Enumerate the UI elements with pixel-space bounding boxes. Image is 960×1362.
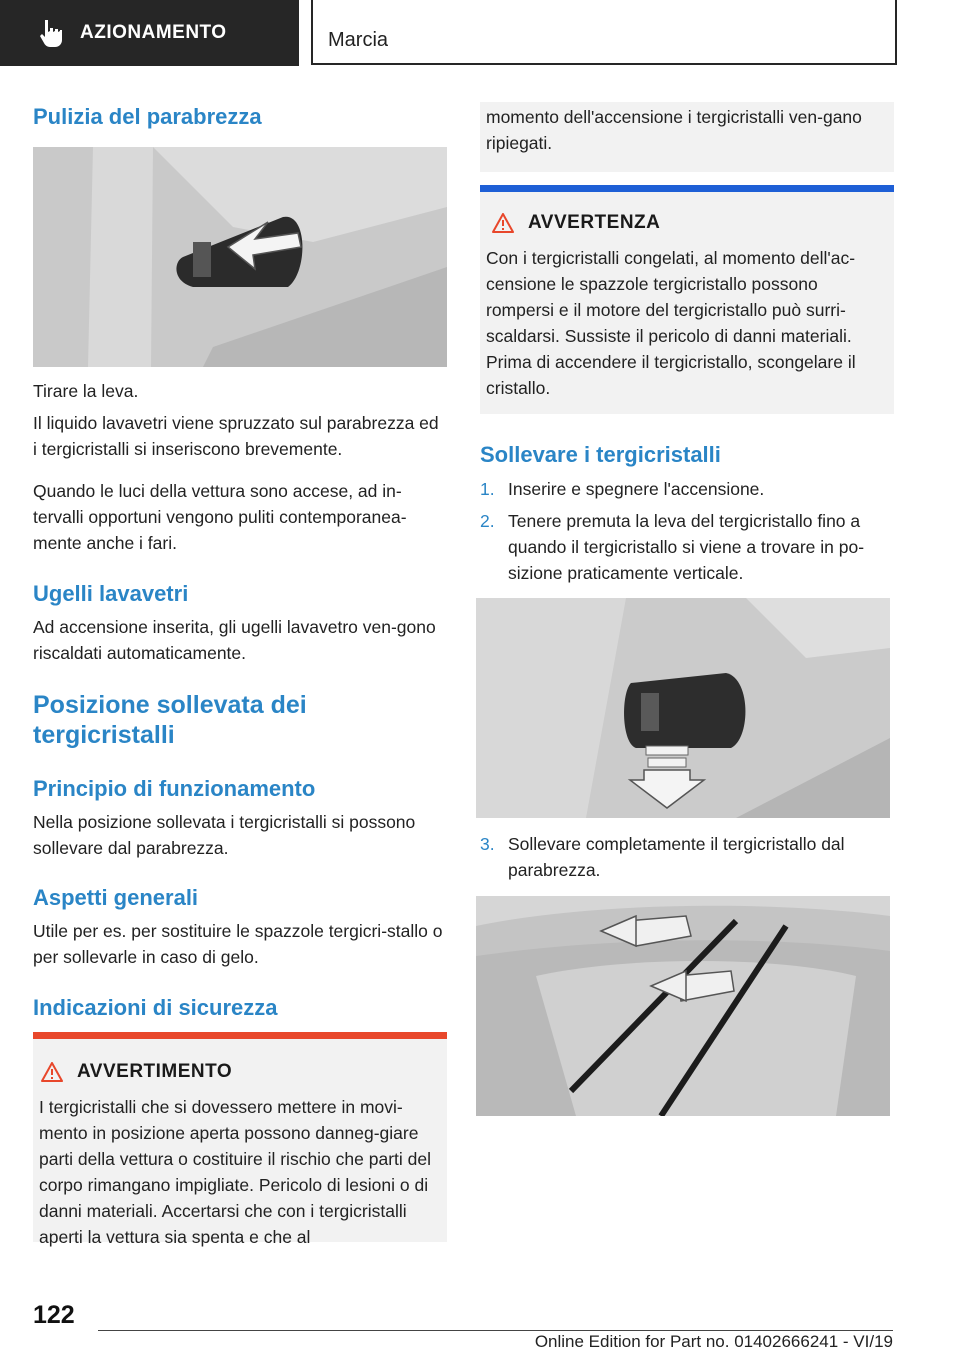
heading-pulizia: Pulizia del parabrezza	[33, 104, 262, 129]
caution-box	[480, 192, 894, 414]
caution-title: AVVERTENZA	[528, 212, 661, 233]
step-number: 1.	[480, 479, 495, 499]
caution-bar	[480, 185, 894, 192]
step-2	[480, 508, 894, 586]
text-liquido: Il liquido lavavetri viene spruzzato sul parabrezza ed i tergicristalli si inseriscono brevemente.	[33, 413, 439, 459]
caution-text: Con i tergicristalli congelati, al momento dell'ac-censione le spazzole tergicristallo possono rompersi e il motore del tergicristallo può surri-scaldarsi. Sussiste il pericolo di danni materiali. Prima di accendere il tergicristallo, scongelare il cristallo.	[486, 248, 856, 398]
text-ugelli: Ad accensione inserita, gli ugelli lavavetro ven-gono riscaldati automaticamente.	[33, 617, 436, 663]
heading-sicurezza: Indicazioni di sicurezza	[33, 995, 278, 1020]
text-tirare: Tirare la leva.	[33, 381, 139, 401]
warning-box-continued	[480, 102, 894, 172]
chapter-title: Marcia	[328, 29, 389, 51]
heading-principio: Principio di funzionamento	[33, 776, 316, 801]
text-quando: Quando le luci della vettura sono accese, ad in-tervalli opportuni vengono puliti contemporanea-mente anche i fari.	[33, 481, 407, 553]
edition-text: Online Edition for Part no. 01402666241 - VI/19	[534, 1332, 893, 1351]
section-title: AZIONAMENTO	[80, 22, 227, 43]
lever-push-image	[476, 598, 890, 818]
step-number: 3.	[480, 834, 495, 854]
page-number: 122	[33, 1301, 75, 1329]
step-text: Sollevare completamente il tergicristallo dal parabrezza.	[508, 834, 845, 880]
chapter-header	[311, 0, 897, 65]
wiper-lift-image	[476, 896, 890, 1116]
step-text: Tenere premuta la leva del tergicristallo fino a quando il tergicristallo si viene a trovare in po-sizione praticamente verticale.	[508, 511, 865, 583]
warning-box	[33, 1039, 447, 1247]
step-3	[480, 831, 894, 883]
warning-heading	[41, 1061, 232, 1083]
step-text: Inserire e spegnere l'accensione.	[508, 479, 765, 499]
warning-bar	[33, 1032, 447, 1039]
warning-triangle-icon	[41, 1062, 63, 1082]
caution-heading	[492, 212, 660, 234]
section-tab	[0, 0, 299, 66]
text-aspetti: Utile per es. per sostituire le spazzole tergicri-stallo o per sollevarle in caso di gelo.	[33, 921, 443, 967]
warning-text: I tergicristalli che si dovessero mettere in movi-mento in posizione aperta possono danneg-giare parti della vettura o costituire il rischio che parti del corpo rimangano impigliate. Pericolo di lesioni o di danni materiali. Accertarsi che con i tergicristalli aperti la vettura sia spenta e che al	[39, 1097, 431, 1247]
heading-posizione: Posizione sollevata dei tergicristalli	[33, 691, 307, 749]
warning-text-continued: momento dell'accensione i tergicristalli ven-gano ripiegati.	[486, 107, 862, 153]
lever-pull-image	[33, 147, 447, 367]
heading-sollevare: Sollevare i tergicristalli	[480, 442, 721, 467]
hand-pointer-icon	[36, 18, 64, 48]
footer-divider	[98, 1330, 893, 1331]
warning-title: AVVERTIMENTO	[77, 1061, 233, 1082]
step-1	[480, 476, 894, 502]
heading-ugelli: Ugelli lavavetri	[33, 581, 189, 606]
step-number: 2.	[480, 511, 495, 531]
caution-triangle-icon	[492, 213, 514, 233]
heading-aspetti: Aspetti generali	[33, 885, 199, 910]
text-principio: Nella posizione sollevata i tergicristalli si possono sollevare dal parabrezza.	[33, 812, 416, 858]
